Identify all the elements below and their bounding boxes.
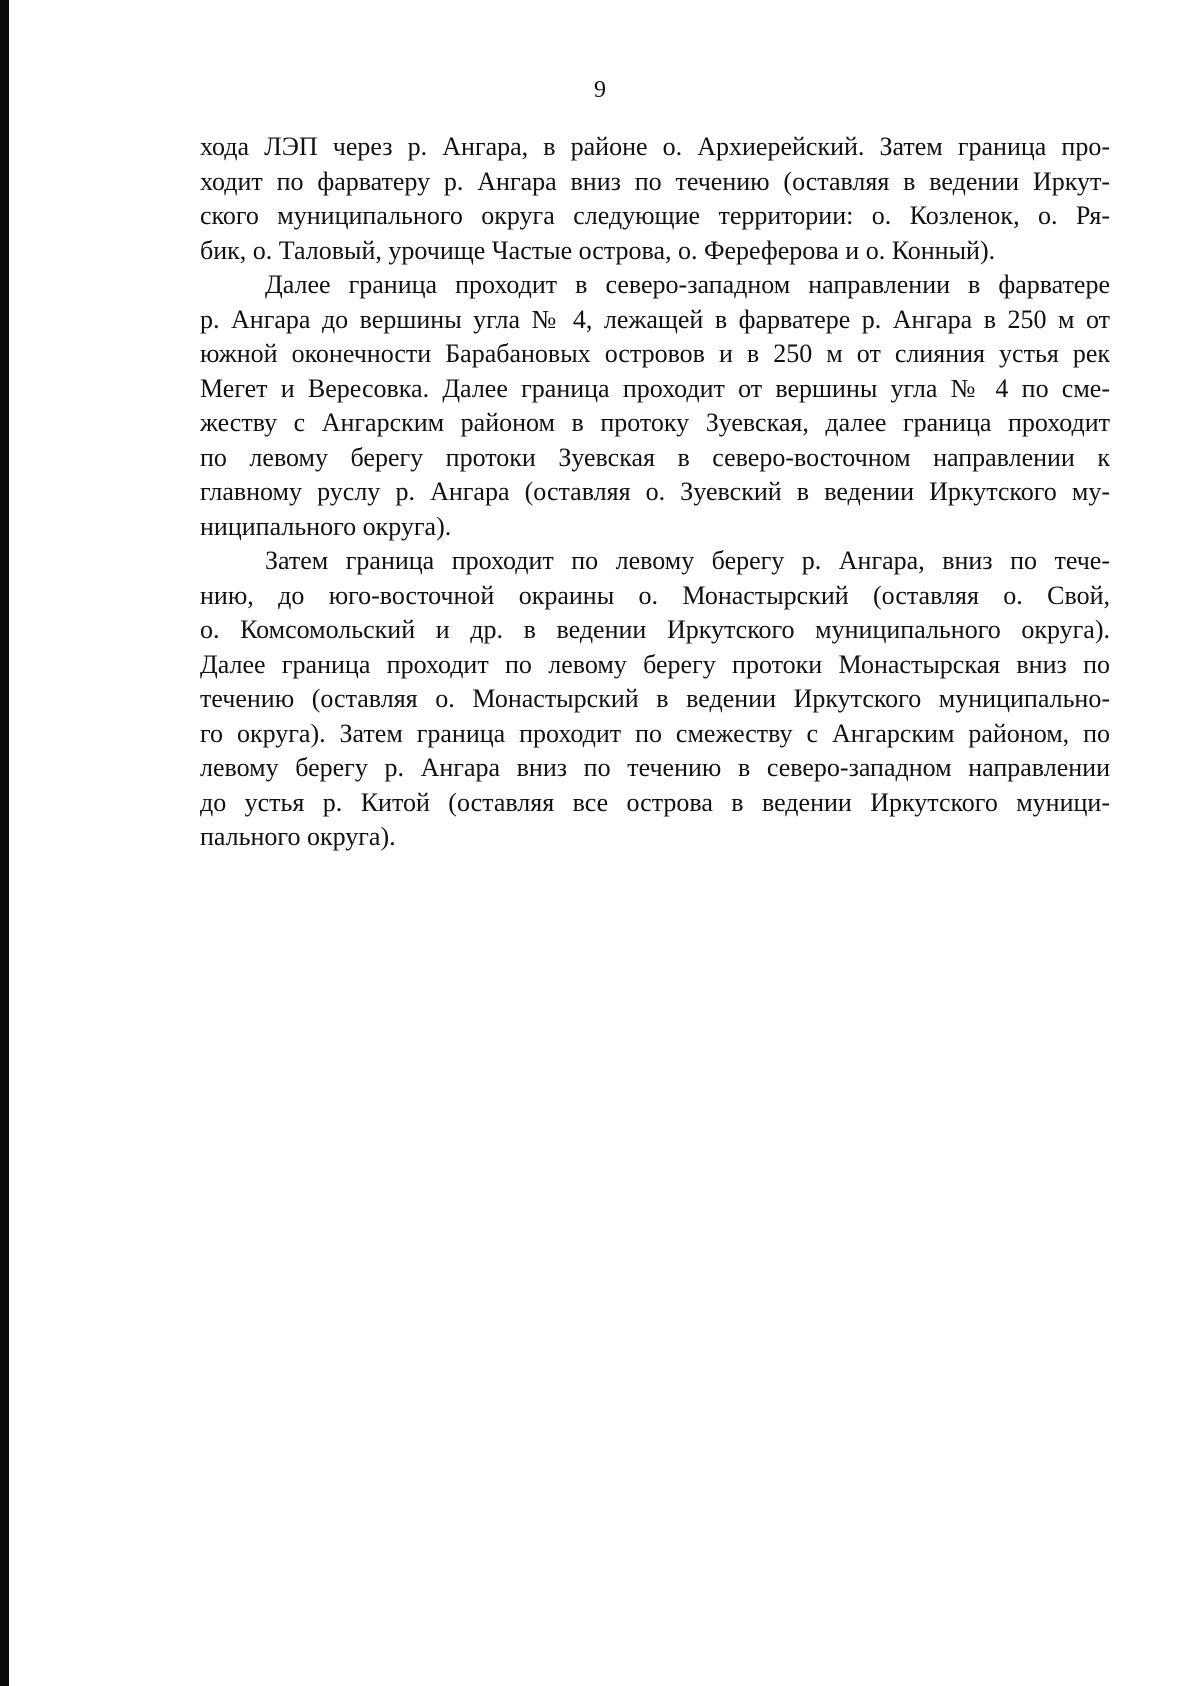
text-line: ходит по фарватеру р. Ангара вниз по течению (оставляя в ведении Иркут- — [200, 166, 1110, 196]
text-line: Затем граница проходит по левому берегу р. Ангара, вниз по тече- — [265, 546, 1110, 575]
text-line: о. Комсомольский и др. в ведении Иркутского муниципального округа). — [200, 615, 1110, 644]
text-line: нию, до юго-восточной окраины о. Монастырский (оставляя о. Свой, — [200, 580, 1110, 610]
text-line: левому берегу р. Ангара вниз по течению в северо-западном направлении — [200, 753, 1110, 782]
text-line: жеству с Ангарским районом в протоку Зуевская, далее граница проходит — [200, 408, 1110, 437]
text-line: хода ЛЭП через р. Ангара, в районе о. Архиерейский. Затем граница про- — [200, 132, 1110, 161]
text-line: ского муниципального округа следующие территории: о. Козленок, о. Ря- — [200, 201, 1110, 230]
text-line: бик, о. Таловый, урочище Частые острова, о. Фереферова и о. Конный). — [200, 235, 996, 265]
text-line: до устья р. Китой (оставляя все острова в ведении Иркутского муници- — [200, 787, 1110, 817]
text-line: ниципального округа). — [200, 511, 452, 541]
text-line: пального округа). — [200, 822, 396, 851]
text-line: главному руслу р. Ангара (оставляя о. Зуевский в ведении Иркутского му- — [200, 477, 1110, 506]
text-line: р. Ангара до вершины угла № 4, лежащей в фарватере р. Ангара в 250 м от — [200, 304, 1110, 334]
document-body — [200, 130, 1110, 855]
paragraph — [200, 130, 1110, 268]
text-line: го округа). Затем граница проходит по смежеству с Ангарским районом, по — [200, 718, 1110, 748]
text-line: по левому берегу протоки Зуевская в северо-восточном направлении к — [200, 442, 1110, 472]
text-line: южной оконечности Барабановых островов и в 250 м от слияния устья рек — [200, 339, 1110, 368]
text-line: Далее граница проходит по левому берегу протоки Монастырская вниз по — [200, 649, 1110, 679]
scan-edge — [0, 0, 9, 1686]
paragraph — [200, 544, 1110, 855]
text-line: Далее граница проходит в северо-западном направлении в фарватере — [265, 270, 1110, 299]
text-line: Мегет и Вересовка. Далее граница проходит от вершины угла № 4 по сме- — [200, 373, 1110, 403]
page-number: 9 — [594, 77, 606, 103]
text-line: течению (оставляя о. Монастырский в ведении Иркутского муниципально- — [200, 684, 1110, 713]
paragraph — [200, 268, 1110, 544]
